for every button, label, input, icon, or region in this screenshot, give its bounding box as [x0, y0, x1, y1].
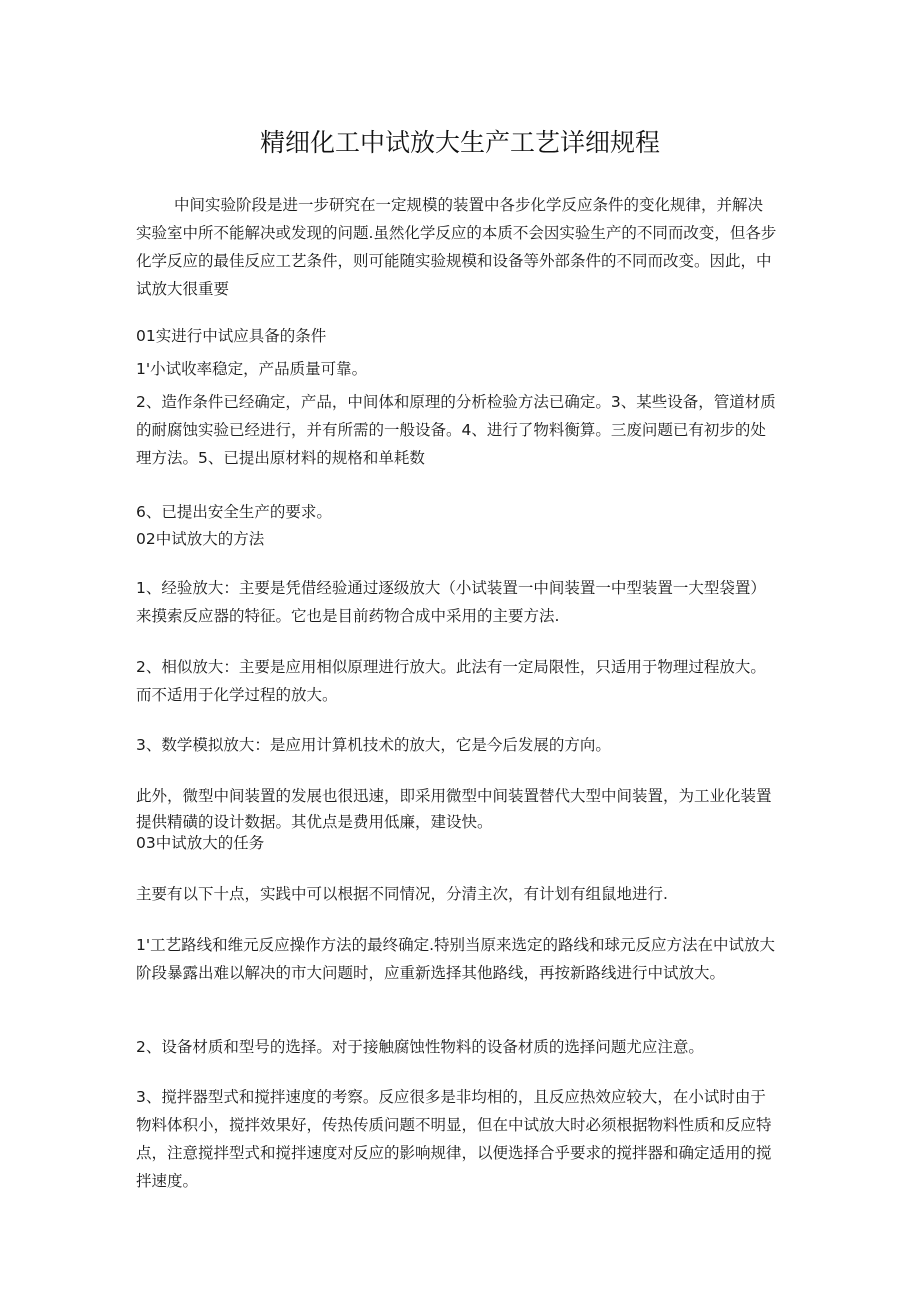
task-1: 1'工艺路线和维元反应操作方法的最终确定.特别当原来选定的路线和球元反应方法在中试放大阶段暴露出难以解决的市大问题时，应重新选择其他路线，再按新路线进行中试放大。	[136, 936, 776, 982]
intro-paragraph: 中间实验阶段是进一步研究在一定规模的装置中各步化学反应条件的变化规律，并解决实验室中所不能解决或发现的问题.虽然化学反应的本质不会因实验生产的不同而改变，但各步化学反应的最佳反应工艺条件，则可能随实验规模和设备等外部条件的不同而改变。因此，中试放大很重要	[136, 196, 777, 298]
method-3: 3、数学模拟放大：是应用计算机技术的放大，它是今后发展的方向。	[136, 736, 611, 754]
section1-item-1: 1'小试收率稳定，产品质量可靠。	[136, 360, 368, 378]
section1-items-2-5: 2、造作条件已经确定，产品，中间体和原理的分析检验方法已确定。3、某些设备，管道材质的耐腐蚀实验已经进行，并有所需的一般设备。4、进行了物料衡算。三废问题已有初步的处理方法。5、已提出原材料的规格和单耗数	[136, 393, 776, 467]
method-2: 2、相似放大：主要是应用相似原理进行放大。此法有一定局限性，只适用于物理过程放大。而不适用于化学过程的放大。	[136, 658, 766, 704]
section1-item-6: 6、已提出安全生产的要求。	[136, 503, 332, 521]
method-note: 此外，微型中间装置的发展也很迅速，即采用微型中间装置替代大型中间装置，为工业化装置提供精磺的设计数据。其优点是费用低廉，建设快。	[136, 787, 772, 831]
task-3: 3、搅拌器型式和搅拌速度的考察。反应很多是非均相的，且反应热效应较大，在小试时由于物料体积小，搅拌效果好，传热传质问题不明显，但在中试放大时必须根据物料性质和反应特点，注意搅拌型式和搅拌速度对反应的影响规律，以便选择合乎要求的搅拌器和确定适用的搅拌速度。	[136, 1088, 772, 1190]
task-summary: 主要有以下十点，实践中可以根据不同情况，分清主次，有计划有组鼠地进行.	[136, 885, 668, 903]
section1-heading: 01实进行中试应具备的条件	[136, 327, 327, 345]
section3-heading: 03中试放大的任务	[136, 834, 265, 852]
document-title: 精细化工中试放大生产工艺详细规程	[259, 128, 660, 157]
section2-heading: 02中试放大的方法	[136, 530, 265, 548]
method-1: 1、经验放大：主要是凭借经验通过逐级放大（小试装置一中间装置一中型装置一大型袋置）来摸索反应器的特征。它也是目前药物合成中采用的主要方法.	[136, 579, 766, 625]
task-2: 2、设备材质和型号的选择。对于接触腐蚀性物料的设备材质的选择问题尤应注意。	[136, 1038, 704, 1056]
